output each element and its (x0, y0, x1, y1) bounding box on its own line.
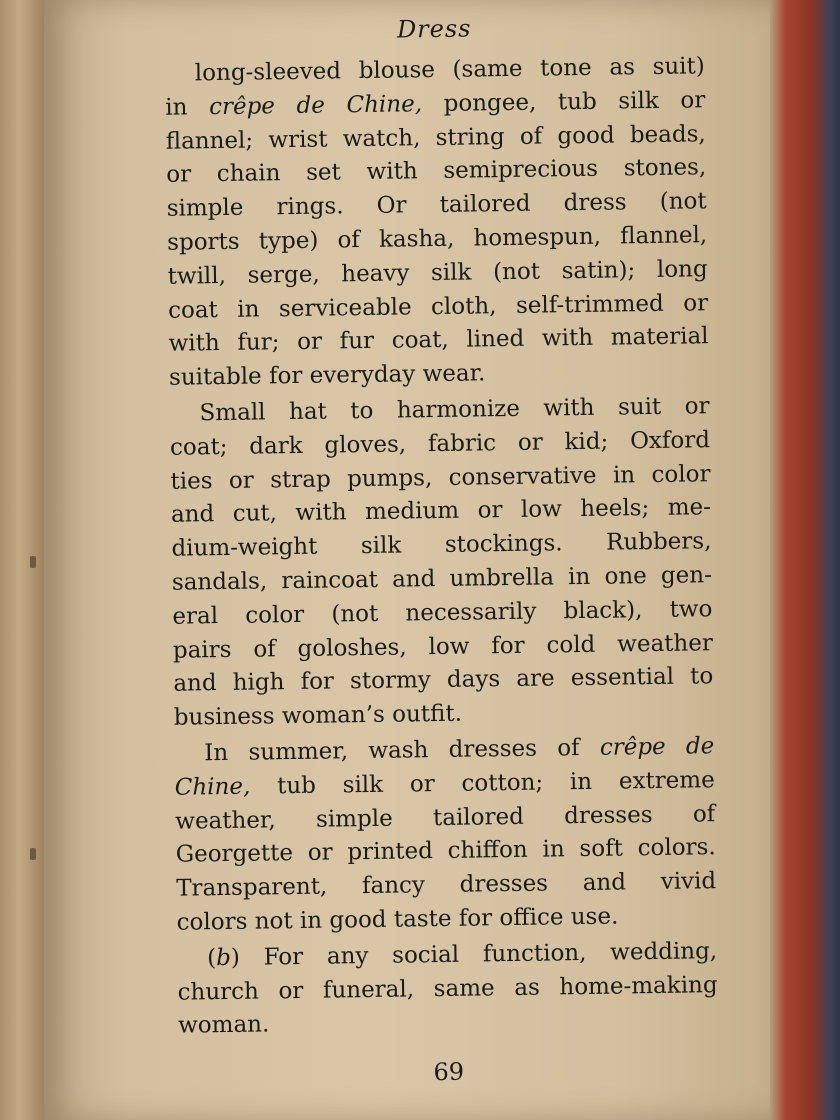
text-line: or chain set with semiprecious stones, (166, 154, 707, 189)
text-line: woman. (177, 1011, 270, 1039)
text-line: eral color (not necessarily black), two (172, 595, 713, 630)
text-line: in crêpe de Chine, pongee, tub silk or (165, 87, 706, 121)
text-line: dium-weight silk stockings. Rubbers, (171, 528, 712, 562)
page-mark (30, 848, 36, 860)
text-line: business woman’s outfit. (173, 700, 463, 731)
page-number: 69 (433, 1057, 465, 1087)
text-line: In summer, wash dresses of crêpe de (204, 733, 715, 767)
page-text (164, 8, 719, 1090)
italic-text: Chine, (174, 773, 251, 801)
body-text (165, 50, 719, 1044)
text-line: colors not in good taste for office use. (176, 903, 619, 936)
text-line: Chine, tub silk or cotton; in extreme (174, 766, 715, 801)
text-line: coat in serviceable cloth, self-trimmed or (167, 289, 709, 324)
italic-text: b (215, 944, 232, 971)
text-line: sandals, raincoat and umbrella in one gen- (171, 562, 713, 596)
text-line: sports type) of kasha, homespun, flannel, (167, 222, 708, 256)
text-line: ties or strap pumps, conservative in color (170, 460, 711, 495)
text-line: Georgette or printed chiffon in soft colors. (175, 834, 716, 869)
text-line: long-sleeved blouse (same tone as suit) (194, 53, 705, 87)
paragraph (177, 935, 718, 1044)
italic-text: crêpe de Chine, (208, 90, 423, 120)
paragraph (174, 730, 717, 940)
text-line: with fur; or fur coat, lined with material (168, 323, 709, 358)
text-line: suitable for everyday wear. (168, 360, 486, 391)
running-header: Dress (396, 14, 472, 44)
text-line: twill, serge, heavy silk (not satin); long (167, 255, 708, 290)
text-line: (b) For any social function, wedding, (207, 937, 718, 971)
text-line: Small hat to harmonize with suit or (199, 393, 710, 427)
text-line: weather, simple tailored dresses of (175, 800, 716, 835)
italic-text: crêpe de (599, 733, 715, 761)
book-cover-edge (770, 0, 840, 1120)
paragraph (169, 390, 714, 735)
text-line: Transparent, fancy dresses and vivid (176, 868, 717, 902)
text-line: church or funeral, same as home-making (177, 971, 718, 1006)
page-mark (30, 556, 36, 568)
text-line: coat; dark gloves, fabric or kid; Oxford (169, 426, 711, 461)
text-line: flannel; wrist watch, string of good beads, (165, 120, 706, 155)
text-line: pairs of goloshes, low for cold weather (172, 629, 714, 664)
facing-page-edge (0, 0, 44, 1120)
text-line: simple rings. Or tailored dress (not (166, 188, 707, 222)
text-line: and cut, with medium or low heels; me- (170, 494, 712, 529)
text-line: and high for stormy days are essential to (173, 663, 714, 698)
paragraph (165, 50, 710, 395)
